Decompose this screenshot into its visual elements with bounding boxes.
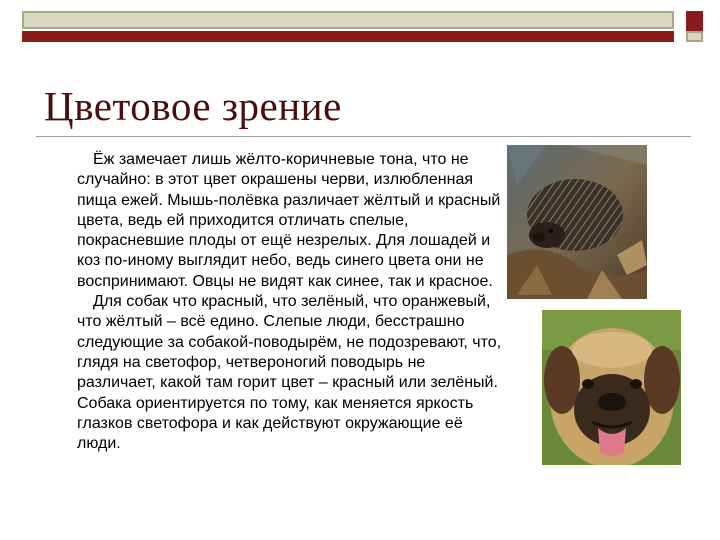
paragraph-dogs: Для собак что красный, что зелёный, что оранжевый, что жёлтый – всё едино. Слепые люди, бесстрашно следующие за собакой-поводырём, не подозревают, что, глядя на светофор, четвероногий поводырь не различает, какой там горит цвет – красный или зелёный. Собака ориентируется по тому, как меняется яркость глазков светофора и как действуют окружающие её люди. — [77, 293, 502, 453]
slide-title: Цветовое зрение — [44, 83, 342, 129]
title-divider — [36, 136, 691, 137]
header-red-square — [686, 11, 703, 31]
hedgehog-photo — [507, 145, 647, 299]
hedgehog-photo-icon — [507, 145, 647, 299]
slide-body — [77, 150, 507, 454]
decorative-header-bar — [0, 0, 720, 50]
header-olive-square — [686, 31, 703, 42]
dog-photo-icon — [542, 310, 681, 465]
paragraph-hedgehog: Ёж замечает лишь жёлто-коричневые тона, что не случайно: в этот цвет окрашены черви, излюбленная пища ежей. Мышь-полёвка различает жёлтый и красный цвета, ведь ей приходится отличать спелые, покрасневшие плоды от ещё незрелых. Для лошадей и коз по-иному выглядит небо, ведь синего цвета они не воспринимают. Овцы не видят как синее, так и красное. — [77, 151, 501, 290]
header-red-strip — [22, 31, 674, 42]
header-olive-strip — [22, 11, 674, 29]
dog-photo — [542, 310, 681, 465]
